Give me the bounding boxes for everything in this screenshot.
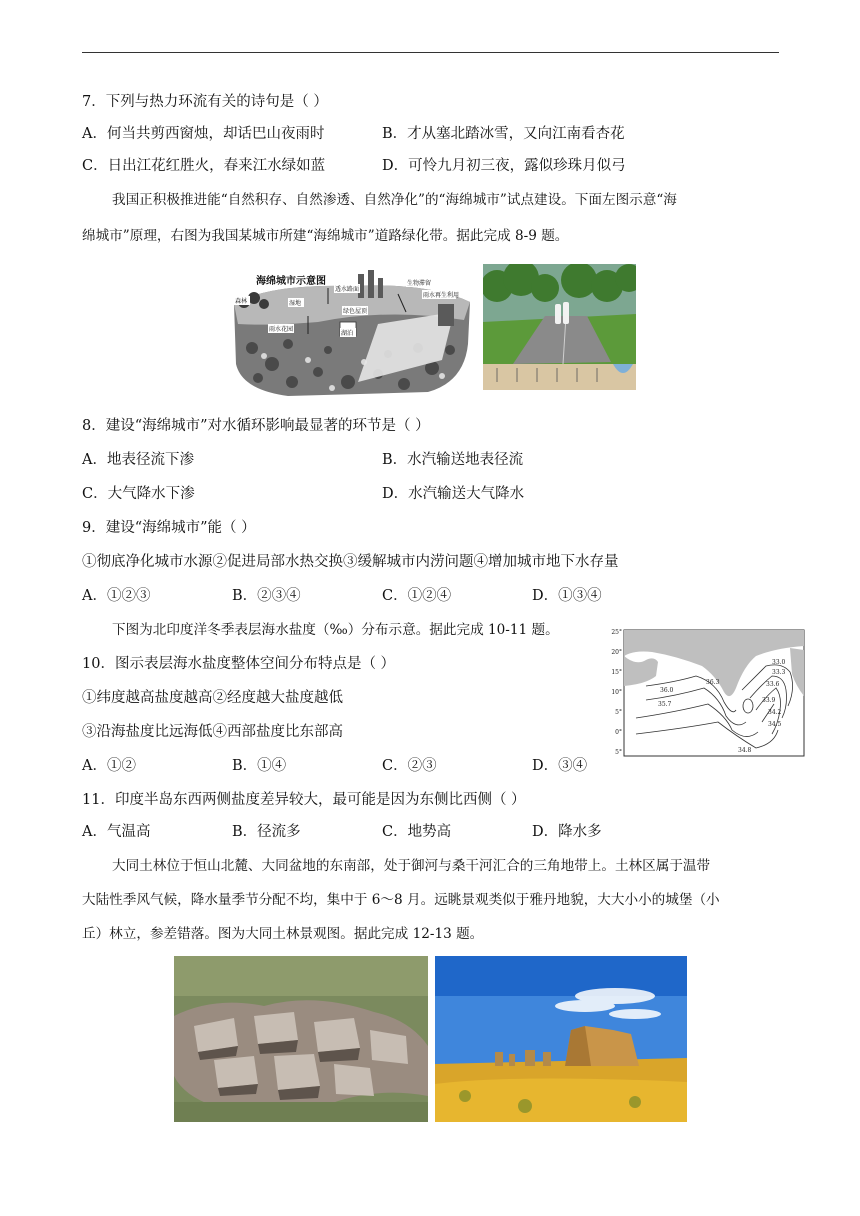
lat-label: 20° [611,649,622,656]
q9-items: ①彻底净化城市水源②促进局部水热交换③缓解城市内涝问题④增加城市地下水存量 [82,554,619,570]
label-permeable-road: 透水路面 [335,286,360,293]
passage1-line1: 我国正积极推进能“自然积存、自然渗透、自然净化”的“海绵城市”试点建设。下面左图示意“海 [112,192,677,208]
q11-option-d[interactable]: D．降水多 [532,824,602,840]
contour-label: 36.3 [706,679,720,686]
q7-option-a[interactable]: A．何当共剪西窗烛，却话巴山夜雨时 [82,126,325,142]
q11-stem: 11．印度半岛东西两侧盐度差异较大，最可能是因为东侧比西侧（ ） [82,792,526,808]
header-rule [82,52,779,53]
contour-label: 34.5 [768,721,782,728]
label-rain-garden: 雨水花园 [269,326,294,333]
label-rain-reuse: 雨水再生利用 [423,292,460,299]
passage3-line3: 丘）林立，参差错落。图为大同土林景观图。据此完成 12-13 题。 [82,926,484,942]
q10-option-c[interactable]: C．②③ [382,758,437,774]
contour-label: 35.7 [658,701,672,708]
passage1-line2: 绵城市”原理，右图为我国某城市所建“海绵城市”道路绿化带。据此完成 8-9 题。 [82,228,569,244]
q8-option-d[interactable]: D．水汽输送大气降水 [382,486,525,502]
contour-label: 33.0 [772,659,786,666]
q9-option-b[interactable]: B．②③④ [232,588,301,604]
salinity-map [606,626,806,760]
q11-option-a[interactable]: A．气温高 [82,824,151,840]
passage3-line2: 大陆性季风气候，降水量季节分配不均，集中于 6～8 月。远眺景观类似于雅丹地貌，大大小小的城堡（小 [82,892,720,908]
greenbelt-road-photo [483,264,636,390]
lat-label: 0° [615,729,622,736]
contour-label: 33.3 [772,669,786,676]
q10-option-a[interactable]: A．①② [82,758,136,774]
q8-option-c[interactable]: C．大气降水下渗 [82,486,195,502]
q11-option-b[interactable]: B．径流多 [232,824,301,840]
contour-label: 34.2 [768,709,782,716]
q7-option-b[interactable]: B．才从塞北踏冰雪，又向江南看杏花 [382,126,625,142]
contour-label: 33.9 [762,697,776,704]
contour-label: 36.0 [660,687,674,694]
q11-option-c[interactable]: C．地势高 [382,824,452,840]
lat-label: 25° [611,629,622,636]
label-wetland: 湿地 [289,300,302,307]
q8-stem: 8．建设“海绵城市”对水循环影响最显著的环节是（ ） [82,418,430,434]
label-lake: 湖泊 [341,330,354,337]
q10-item-2: ③沿海盐度比远海低④西部盐度比东部高 [82,724,343,740]
q9-stem: 9．建设“海绵城市”能（ ） [82,520,256,536]
lat-label: 5° [615,709,622,716]
sponge-diagram-title: 海绵城市示意图 [256,276,326,287]
label-bioretention: 生物滞留 [407,280,432,287]
contour-label: 33.6 [766,681,780,688]
contour-label: 34.8 [738,747,752,754]
q10-item-1: ①纬度越高盐度越高②经度越大盐度越低 [82,690,343,706]
q7-option-d[interactable]: D．可怜九月初三夜，露似珍珠月似弓 [382,158,626,174]
label-green-roof: 绿色屋顶 [343,308,368,315]
lat-label: 10° [611,689,622,696]
lat-label: 5° [615,749,622,756]
q7-option-c[interactable]: C．日出江花红胜火，春来江水绿如蓝 [82,158,326,174]
q10-option-d[interactable]: D．③④ [532,758,588,774]
passage3-line1: 大同土林位于恒山北麓、大同盆地的东南部，处于御河与桑干河汇合的三角地带上。土林区属于温带 [112,858,711,874]
lat-label: 15° [611,669,622,676]
q9-option-c[interactable]: C．①②④ [382,588,452,604]
passage2-text: 下图为北印度洋冬季表层海水盐度（‰）分布示意。据此完成 10-11 题。 [112,622,559,638]
svg-text:海绵城市示意图 [256,274,326,287]
q10-option-b[interactable]: B．①④ [232,758,287,774]
q10-stem: 10．图示表层海水盐度整体空间分布特点是（ ） [82,656,396,672]
earth-forest-aerial-photo [174,956,428,1122]
q8-option-b[interactable]: B．水汽输送地表径流 [382,452,524,468]
sponge-city-diagram [228,264,476,398]
q9-option-d[interactable]: D．①③④ [532,588,602,604]
earth-forest-castle-photo [435,956,687,1122]
q8-option-a[interactable]: A．地表径流下渗 [82,452,194,468]
q7-stem: 7．下列与热力环流有关的诗句是（ ） [82,94,328,110]
label-forest: 森林 [235,298,248,305]
q9-option-a[interactable]: A．①②③ [82,588,151,604]
